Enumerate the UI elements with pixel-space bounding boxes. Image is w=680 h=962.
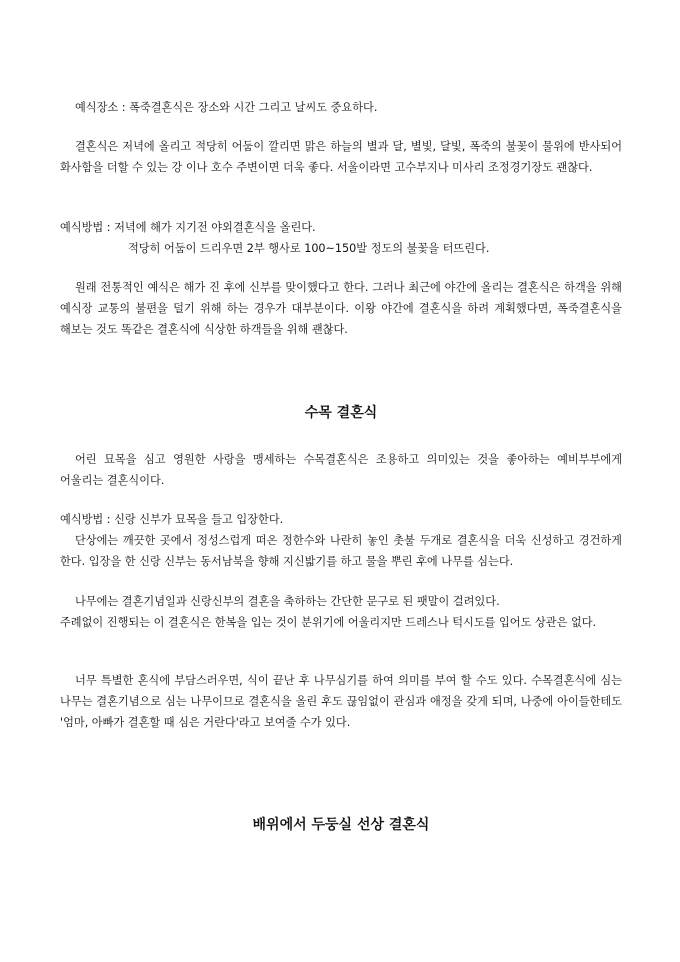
tree-wedding-method-block — [60, 509, 622, 530]
venue-description-paragraph: 결혼식은 저녁에 올리고 적당히 어둠이 깔리면 맑은 하늘의 별과 달, 별빛, 달빛, 폭죽의 불꽃이 물위에 반사되어 화사함을 더할 수 있는 강 이나 호수 주변이면 더욱 좋다. 서울이라면 고수부지나 미사리 조정경기장도 괜찮다. — [60, 140, 622, 174]
tradition-paragraph: 원래 전통적인 예식은 해가 진 후에 신부를 맞이했다고 한다. 그러나 최근에 야간에 올리는 결혼식은 하객을 위해 예식장 교통의 불편을 덜기 위해 하는 경우가 대부분이다. 이왕 야간에 결혼식을 하려 계획했다면, 폭죽결혼식을 해보는 것도 똑같은 결혼식에 식상한 하객들을 위해 괜찮다. — [60, 281, 622, 336]
method-second-step: 적당히 어둠이 드리우면 2부 행사로 100~150발 정도의 불꽃을 터뜨린다. — [128, 242, 490, 255]
section-heading-boat-wedding: 배위에서 두둥실 선상 결혼식 — [252, 817, 430, 833]
method-line-1 — [60, 217, 622, 259]
method-first-step: 예식방법 : 저녁에 해가 지기전 야외결혼식을 올린다. — [60, 221, 316, 234]
tree-method-line-4: 주례없이 진행되는 이 결혼식은 한복을 입는 것이 분위기에 어울리지만 드레스나 턱시도를 입어도 상관은 없다. — [60, 616, 597, 629]
tree-special-paragraph: 너무 특별한 혼식에 부담스러우면, 식이 끝난 후 나무심기를 하여 의미를 부여 할 수도 있다. 수목결혼식에 심는 나무는 결혼기념으로 심는 나무이므로 결혼식을 올린 후도 끊임없이 관심과 애정을 갖게 되며, 나중에 아이들한테도 '엄마, 아빠가 결혼할 때 심은 거란다'라고 보여줄 수가 있다. — [60, 674, 622, 729]
tree-wedding-intro-paragraph: 어린 묘목을 심고 영원한 사랑을 맹세하는 수목결혼식은 조용하고 의미있는 것을 좋아하는 예비부부에게 어울리는 결혼식이다. — [60, 453, 622, 487]
section-heading-tree-wedding: 수목 결혼식 — [304, 405, 378, 421]
tree-method-line-2: 단상에는 깨끗한 곳에서 정성스럽게 떠온 정한수와 나란히 놓인 촛불 두개로 결혼식을 더욱 신성하고 경건하게 한다. 입장을 한 신랑 신부는 동서남북을 향해 지신밟기를 하고 물을 뿌린 후에 나무를 심는다. — [60, 534, 622, 568]
venue-paragraph: 예식장소 : 폭죽결혼식은 장소와 시간 그리고 날씨도 중요하다. — [75, 101, 378, 114]
tree-method-line-3: 나무에는 결혼기념일과 신랑신부의 결혼을 축하하는 간단한 문구로 된 팻말이 걸려있다. — [75, 595, 500, 608]
tree-method-line-1: 예식방법 : 신랑 신부가 묘목을 들고 입장한다. — [60, 513, 284, 526]
